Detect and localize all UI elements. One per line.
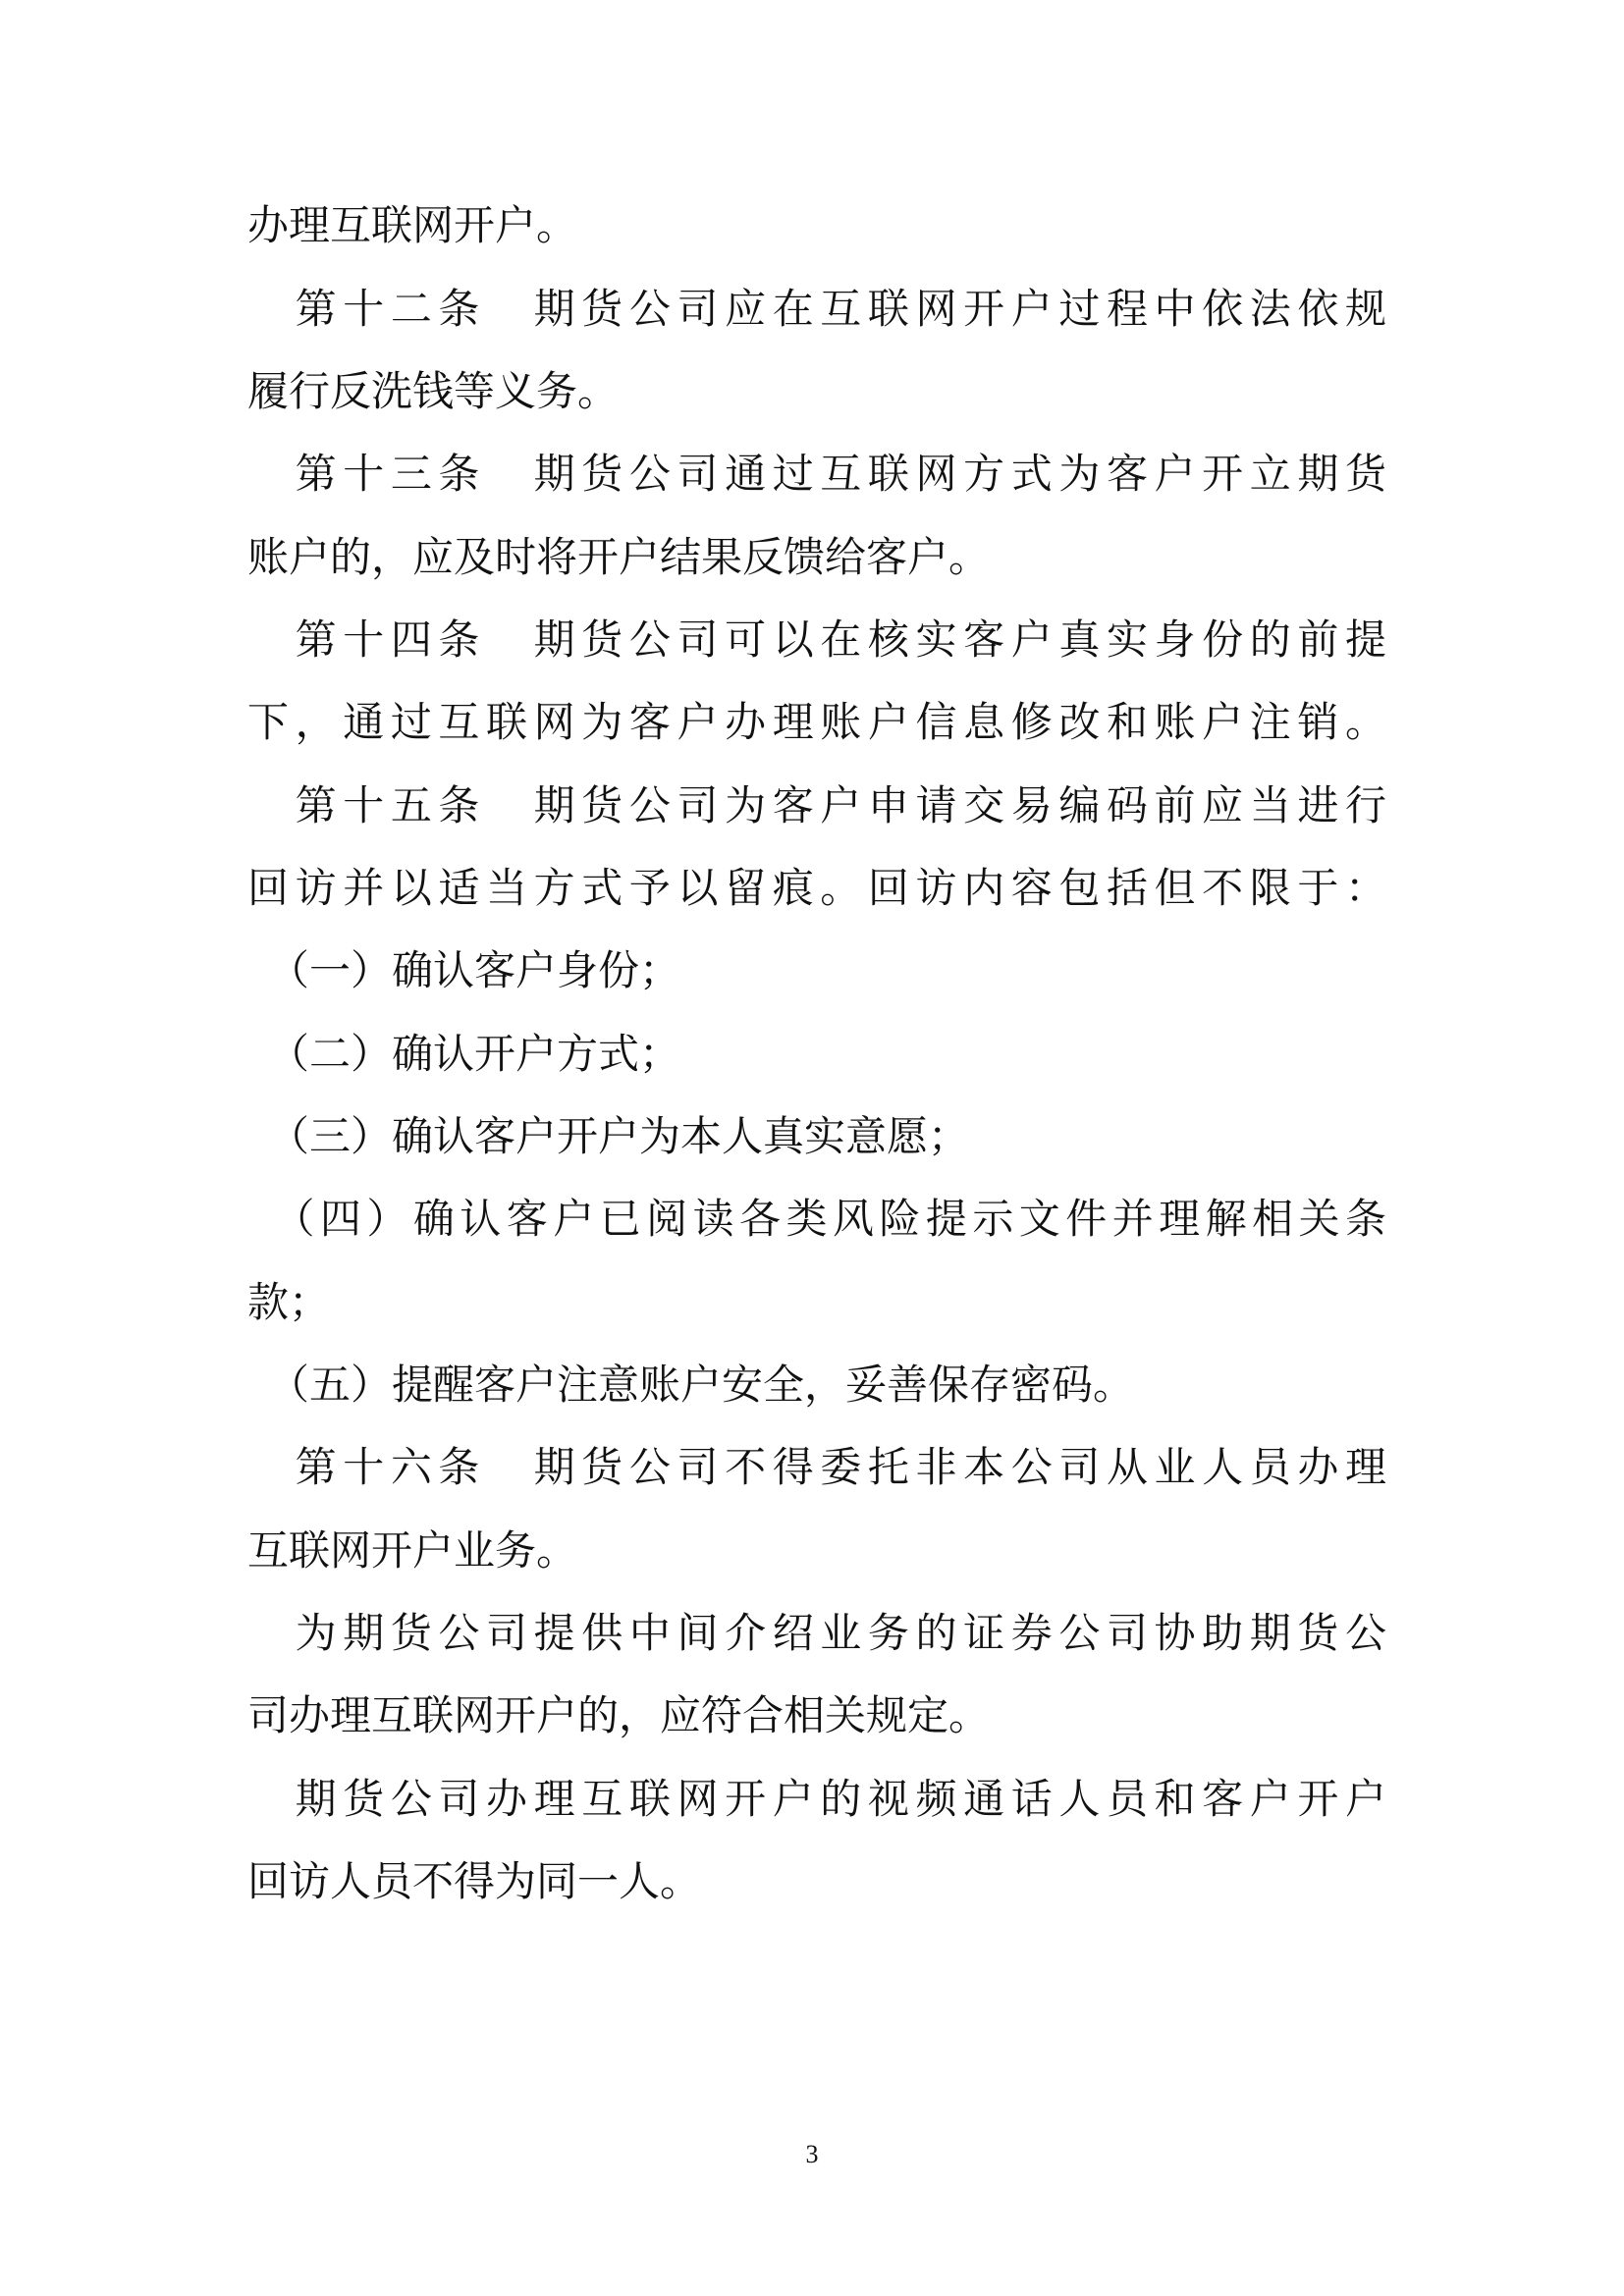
- list-item-1: （一）确认客户身份；: [247, 946, 681, 994]
- article-12-line-2: 履行反洗钱等义务。: [247, 367, 620, 415]
- article-13-line-2: 账户的，应及时将开户结果反馈给客户。: [247, 533, 991, 581]
- text-line: 办理互联网开户。: [247, 201, 578, 249]
- article-15-line-2: 回访并以适当方式予以留痕。回访内容包括但不限于：: [247, 864, 1386, 912]
- article-12-line-1: 第十二条 期货公司应在互联网开户过程中依法依规: [247, 285, 1386, 333]
- list-item-5: （五）提醒客户注意账户安全，妥善保存密码。: [247, 1361, 1135, 1409]
- list-item-2: （二）确认开户方式；: [247, 1030, 681, 1078]
- article-15-line-1: 第十五条 期货公司为客户申请交易编码前应当进行: [247, 781, 1386, 829]
- paragraph-line: 为期货公司提供中间介绍业务的证券公司协助期货公: [247, 1609, 1386, 1657]
- article-14-line-2: 下，通过互联网为客户办理账户信息修改和账户注销。: [247, 698, 1386, 746]
- list-item-4-line-1: （四）确认客户已阅读各类风险提示文件并理解相关条: [247, 1195, 1386, 1243]
- paragraph-line: 期货公司办理互联网开户的视频通话人员和客户开户: [247, 1775, 1386, 1823]
- page-number: 3: [805, 2140, 819, 2168]
- article-16-line-2: 互联网开户业务。: [247, 1526, 578, 1575]
- paragraph-line: 司办理互联网开户的，应符合相关规定。: [247, 1691, 991, 1739]
- article-13-line-1: 第十三条 期货公司通过互联网方式为客户开立期货: [247, 450, 1386, 498]
- list-item-4-line-2: 款；: [247, 1278, 331, 1326]
- article-14-line-1: 第十四条 期货公司可以在核实客户真实身份的前提: [247, 615, 1386, 664]
- list-item-3: （三）确认客户开户为本人真实意愿；: [247, 1112, 970, 1160]
- article-16-line-1: 第十六条 期货公司不得委托非本公司从业人员办理: [247, 1443, 1386, 1491]
- paragraph-line: 回访人员不得为同一人。: [247, 1857, 702, 1905]
